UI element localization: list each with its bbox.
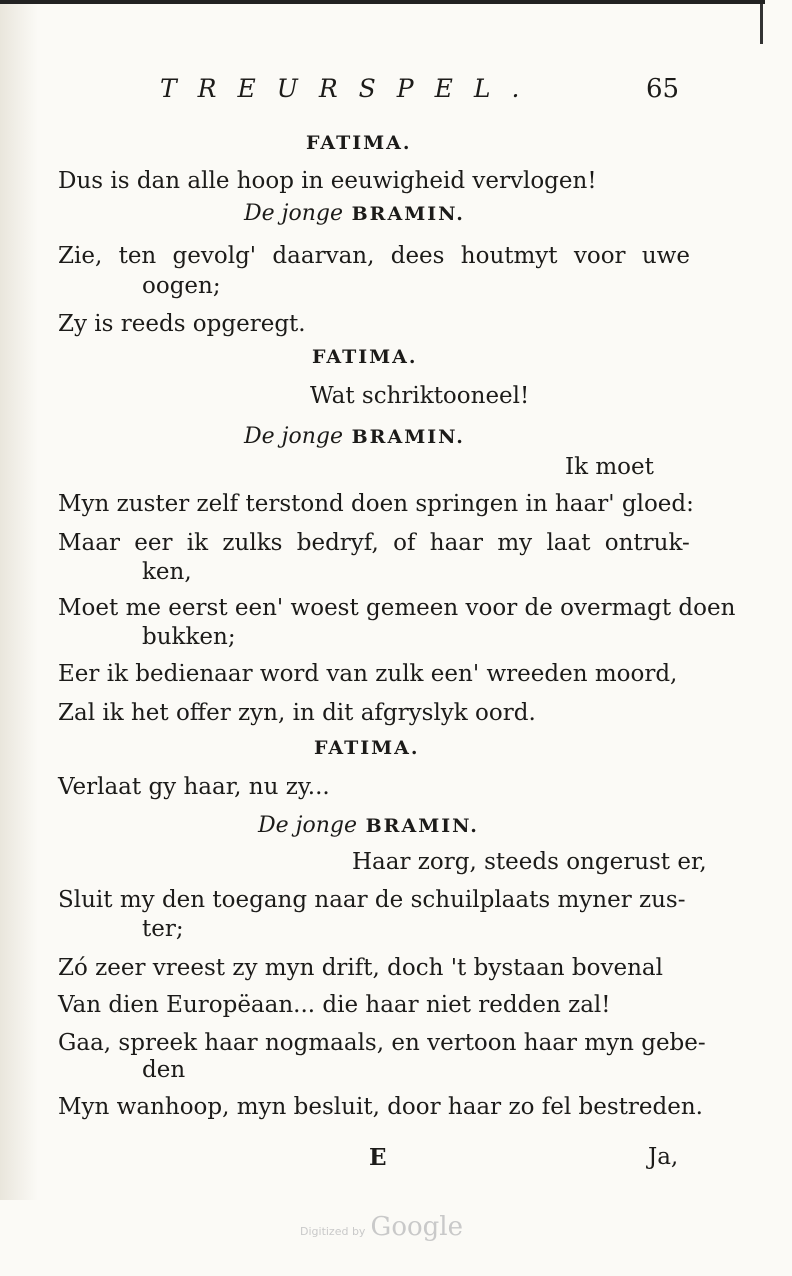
- verse-continuation: ken,: [142, 559, 192, 585]
- top-border-rule: [0, 0, 765, 4]
- speaker-label: FATIMA.: [306, 132, 412, 154]
- speaker-name: BRAMIN.: [365, 815, 479, 837]
- page-gutter-shadow: [0, 0, 38, 1200]
- verse-line: Zy is reeds opgeregt.: [58, 311, 306, 337]
- verse-line: Moet me eerst een' woest gemeen voor de overmagt doen: [58, 595, 736, 621]
- verse-line: Sluit my den toegang naar de schuilplaats myner zus-: [58, 887, 686, 913]
- speaker-label: FATIMA.: [312, 346, 418, 368]
- running-head: TREURSPEL.: [160, 74, 541, 103]
- verse-line: Zó zeer vreest zy myn drift, doch 't bystaan bovenal: [58, 955, 663, 981]
- verse-line: Haar zorg, steeds ongerust er,: [352, 849, 707, 875]
- verse-continuation: bukken;: [142, 624, 236, 650]
- verse-line: Dus is dan alle hoop in eeuwigheid vervlogen!: [58, 168, 597, 194]
- verse-line: Eer ik bedienaar word van zulk een' wreeden moord,: [58, 661, 678, 687]
- verse-line: Zie, ten gevolg' daarvan, dees houtmyt voor uwe: [58, 243, 690, 269]
- verse-line: Maar eer ik zulks bedryf, of haar my laat ontruk-: [58, 530, 690, 556]
- speaker-label: FATIMA.: [314, 737, 420, 759]
- speaker-label: [258, 813, 479, 838]
- right-border-rule: [760, 4, 763, 44]
- speaker-prefix: De jonge: [244, 201, 343, 226]
- catchword: Ja,: [648, 1144, 679, 1170]
- verse-line: Myn zuster zelf terstond doen springen in haar' gloed:: [58, 491, 694, 517]
- verse-line: Van dien Europëaan... die haar niet redden zal!: [58, 992, 611, 1018]
- speaker-label: [244, 424, 465, 449]
- speaker-prefix: De jonge: [258, 813, 357, 838]
- verse-continuation: den: [142, 1057, 186, 1083]
- signature-mark: E: [369, 1144, 387, 1171]
- google-logo-text: Google: [370, 1212, 463, 1242]
- verse-continuation: ter;: [142, 916, 184, 942]
- speaker-name: BRAMIN.: [351, 203, 465, 225]
- watermark-prefix: Digitized by: [300, 1225, 366, 1238]
- verse-line: Gaa, spreek haar nogmaals, en vertoon haar myn gebe-: [58, 1030, 706, 1056]
- verse-line: Myn wanhoop, myn besluit, door haar zo fel bestreden.: [58, 1094, 703, 1120]
- digitized-watermark: [300, 1212, 463, 1242]
- verse-line: Ik moet: [565, 454, 654, 480]
- page-number: 65: [646, 74, 680, 104]
- verse-line: Zal ik het offer zyn, in dit afgryslyk oord.: [58, 700, 536, 726]
- verse-continuation: oogen;: [142, 273, 221, 299]
- verse-line: Verlaat gy haar, nu zy...: [58, 774, 330, 800]
- verse-line: Wat schriktooneel!: [310, 383, 530, 409]
- speaker-name: BRAMIN.: [351, 426, 465, 448]
- speaker-prefix: De jonge: [244, 424, 343, 449]
- speaker-label: [244, 201, 465, 226]
